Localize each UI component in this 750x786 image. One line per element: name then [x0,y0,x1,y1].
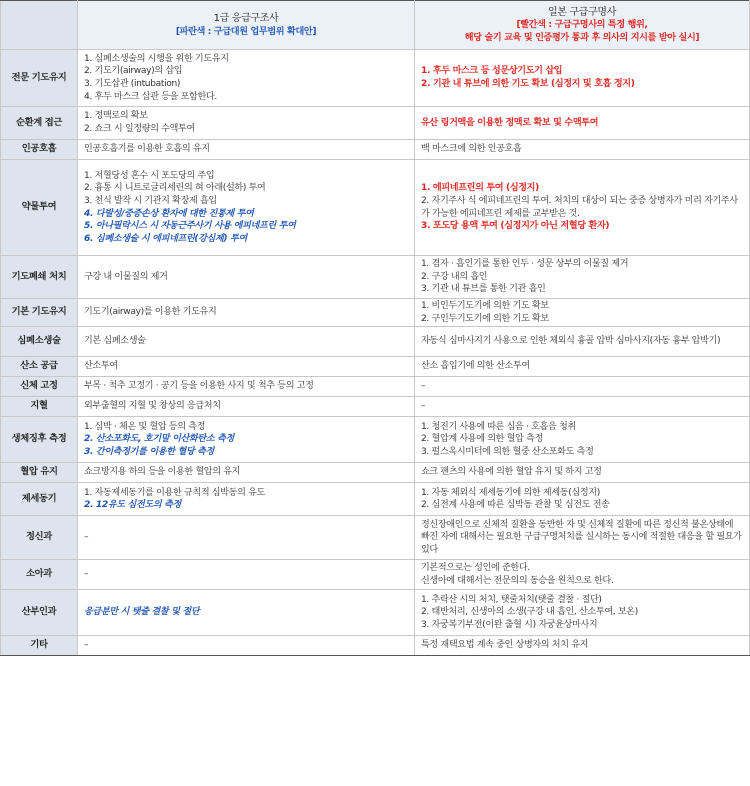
expanded-scope-item: 5. 아나필락시스 시 자동근주사기 사용 에피네프린 투여 [84,221,296,232]
cell-line: 백 마스크에 의한 인공호흡 [421,144,522,155]
expanded-scope-item: 3. 간이측정기를 이용한 혈당 측정 [84,446,214,457]
category-cell: 소아과 [1,560,78,590]
category-cell: 신체 고정 [1,377,78,397]
table-body [1,1,750,656]
table-row [1,377,750,397]
cell-line: 1. 정맥로의 확보 [84,111,148,122]
header-col1 [78,1,415,50]
japan-paramedic-cell [415,636,750,656]
cell-line: 기본 심폐소생술 [84,336,146,347]
cell-line: 구강 내 이물질의 제거 [84,271,168,282]
category-cell: 약물투여 [1,160,78,256]
korean-emt-cell [78,327,415,357]
cell-line: 3. 천식 발작 시 기관지 확장제 흡입 [84,195,217,206]
cell-line: – [421,401,426,412]
cell-line: 정신장애인으로 신체적 질환을 동반한 자 및 신체적 질환에 따른 정신적 불온상태에 빠진 자에 대해서는 필요한 구급구명처치를 실시하는 동시에 적절한 대응을 할 필요가 있다 [421,519,742,555]
cell-line: 2. 구인두기도기에 의한 기도 확보 [421,313,549,324]
korean-emt-cell [78,357,415,377]
category-cell: 정신과 [1,516,78,560]
cell-line: 2. 흉통 시 니트로글리세린의 혀 아래(설하) 투여 [84,183,266,194]
cell-line: 3. 펄스옥시미터에 의한 혈중 산소포화도 측정 [421,446,594,457]
specific-act-item: 2. 기관 내 튜브에 의한 기도 확보 (심정지 및 호흡 정지) [421,79,635,89]
category-cell: 기타 [1,636,78,656]
table-row [1,560,750,590]
table-row [1,483,750,516]
cell-line: 기도기(airway)를 이용한 기도유지 [84,307,217,318]
header-col2-title: 일본 구급구명사 [548,6,616,18]
cell-line: 1. 심박 · 체온 및 혈압 등의 측정 [84,421,206,432]
cell-line: 1. 자동제세동기를 이용한 규칙적 심박동의 유도 [84,487,265,498]
table-row [1,50,750,107]
japan-paramedic-cell [415,560,750,590]
japan-paramedic-cell [415,483,750,516]
header-col2 [415,1,750,50]
table-row [1,417,750,463]
cell-line: 1. 자동 체외식 제세동기에 의한 제세동(심정지) [421,487,600,498]
table-row [1,160,750,256]
specific-act-item: 1. 에피네프린의 투여 (심정지) [421,183,539,194]
table-header-row [1,1,750,50]
japan-paramedic-cell [415,417,750,463]
cell-line: – [84,569,89,580]
cell-line: 2. 쇼크 시 일정량의 수액투여 [84,124,195,134]
cell-line: – [84,532,89,543]
table-row [1,463,750,483]
korean-emt-cell [78,463,415,483]
cell-line: 1. 심폐소생술의 시행을 위한 기도유지 [84,53,229,64]
table-row [1,256,750,299]
cell-line: 외부출혈의 지혈 및 창상의 응급처치 [84,401,221,412]
category-cell: 지혈 [1,397,78,417]
category-cell: 인공호흡 [1,140,78,160]
japan-paramedic-cell [415,590,750,636]
category-cell: 심폐소생술 [1,327,78,357]
japan-paramedic-cell [415,397,750,417]
expanded-scope-item: 응급분만 시 탯줄 결찰 및 절단 [84,607,200,618]
specific-act-item: 유산 링거액을 이용한 정맥로 확보 및 수액투여 [421,117,599,128]
table-row [1,516,750,560]
header-col2-subtitle-line1: [빨간색 : 구급구명사의 특정 행위, [516,20,648,31]
header-corner-cell [1,1,78,50]
korean-emt-cell [78,299,415,327]
header-col2-subtitle-line2: 해당 술기 교육 및 인증평가 통과 후 의사의 지시를 받아 실시] [464,32,700,43]
cell-line: 3. 자궁복기부전(이완 출혈 시) 자궁윤상마사지 [421,619,598,630]
cell-line: 2. 심전계 사용에 따른 심박동 관찰 및 심전도 전송 [421,500,610,511]
korean-emt-cell [78,256,415,299]
cell-line: – [421,381,426,392]
expanded-scope-item: 6. 심폐소생술 시 에피네프린(강심제) 투여 [84,233,247,244]
korean-emt-cell [78,107,415,140]
category-cell: 전문 기도유지 [1,50,78,107]
expanded-scope-item: 4. 다발성/중증손상 환자에 대한 진통제 투여 [84,208,254,219]
japan-paramedic-cell [415,256,750,299]
korean-emt-cell [78,560,415,590]
cell-line: 자동식 심마사지기 사용으로 인한 체외식 흉골 압박 심마사지(자동 흉부 압박기) [421,336,721,347]
japan-paramedic-cell [415,357,750,377]
cell-line: 1. 청진기 사용에 따른 심음 · 호흡음 청취 [421,421,576,432]
japan-paramedic-cell [415,299,750,327]
table-row [1,327,750,357]
category-cell: 기도폐쇄 처치 [1,256,78,299]
specific-act-item: 3. 포도당 용액 투여 (심정지가 아닌 저혈당 환자) [421,221,610,232]
cell-line: 인공호흡기를 이용한 호흡의 유지 [84,144,210,155]
category-cell: 생체징후 측정 [1,417,78,463]
japan-paramedic-cell [415,327,750,357]
korean-emt-cell [78,417,415,463]
cell-line: 쇼크방지용 하의 등을 이용한 혈압의 유지 [84,467,241,478]
korean-emt-cell [78,50,415,107]
cell-line: 1. 추락산 시의 처치, 탯줄처치(탯줄 결찰 · 절단) [421,594,602,605]
category-cell: 순환계 접근 [1,107,78,140]
korean-emt-cell [78,636,415,656]
japan-paramedic-cell [415,50,750,107]
header-col1-subtitle: [파란색 : 구급대원 업무범위 확대안] [175,26,317,37]
table-row [1,299,750,327]
korean-emt-cell [78,140,415,160]
cell-line: 2. 기도기(airway)의 삽입 [84,66,183,77]
japan-paramedic-cell [415,377,750,397]
table-row [1,590,750,636]
korean-emt-cell [78,483,415,516]
expanded-scope-item: 2. 12유도 심전도의 측정 [84,500,181,511]
category-cell: 혈압 유지 [1,463,78,483]
japan-paramedic-cell [415,516,750,560]
cell-line: 산소 흡입기에 의한 산소투여 [421,361,530,372]
cell-line: 2. 혈압계 사용에 의한 혈압 측정 [421,434,543,445]
expanded-scope-item: 2. 산소포화도, 호기말 이산화탄소 측정 [84,434,234,445]
category-cell: 제세동기 [1,483,78,516]
japan-paramedic-cell [415,140,750,160]
japan-paramedic-cell [415,107,750,140]
category-cell: 기본 기도유지 [1,299,78,327]
cell-line: 특정 재택요법 계속 중인 상병자의 처치 유지 [421,640,589,651]
japan-paramedic-cell [415,463,750,483]
korean-emt-cell [78,397,415,417]
cell-line: 3. 기관 내 튜브를 통한 기관 흡인 [421,284,546,295]
cell-line: 3. 기도삽관 (intubation) [84,79,181,89]
korean-emt-cell [78,377,415,397]
cell-line: 1. 겸자 · 흡인기를 통한 인두 · 성문 상부의 이물질 제거 [421,259,629,270]
cell-line: 부목 · 척추 고정기 · 공기 등을 이용한 사지 및 척추 등의 고정 [84,381,314,392]
table-row [1,140,750,160]
specific-act-item: 1. 후두 마스크 등 성문상기도기 삽입 [421,66,563,77]
cell-line: 쇼크 팬츠의 사용에 의한 혈압 유지 및 하지 고정 [421,467,602,478]
cell-line: 2. 자기주사 식 에피네프린의 투여. 처치의 대상이 되는 중증 상병자가 미리 자기주사가 가능한 에피네프린 제제를 교부받은 것. [421,195,738,219]
table-row [1,397,750,417]
category-cell: 산소 공급 [1,357,78,377]
cell-line: – [84,640,89,651]
cell-line: 산소투여 [84,361,118,372]
table-row [1,107,750,140]
cell-line: 2. 구강 내의 흡인 [421,271,488,282]
korean-emt-cell [78,516,415,560]
cell-line: 4. 후두 마스크 삽관 등을 포함한다. [84,91,217,102]
cell-line: 1. 비인두기도기에 의한 기도 확보 [421,301,549,311]
cell-line: 1. 저혈당성 혼수 시 포도당의 주입 [84,170,215,181]
cell-line: 기본적으로는 성인에 준한다. [421,563,530,574]
table-row [1,357,750,377]
header-col1-title: 1급 응급구조사 [213,12,279,24]
japan-paramedic-cell [415,160,750,256]
category-cell: 산부인과 [1,590,78,636]
cell-line: 2. 태반처리, 신생아의 소생(구강 내 흡인, 산소투여, 보온) [421,607,638,618]
table-row [1,636,750,656]
cell-line: 신생아에 대해서는 전문의의 동승을 원칙으로 한다. [421,575,614,586]
korean-emt-cell [78,160,415,256]
korean-emt-cell [78,590,415,636]
